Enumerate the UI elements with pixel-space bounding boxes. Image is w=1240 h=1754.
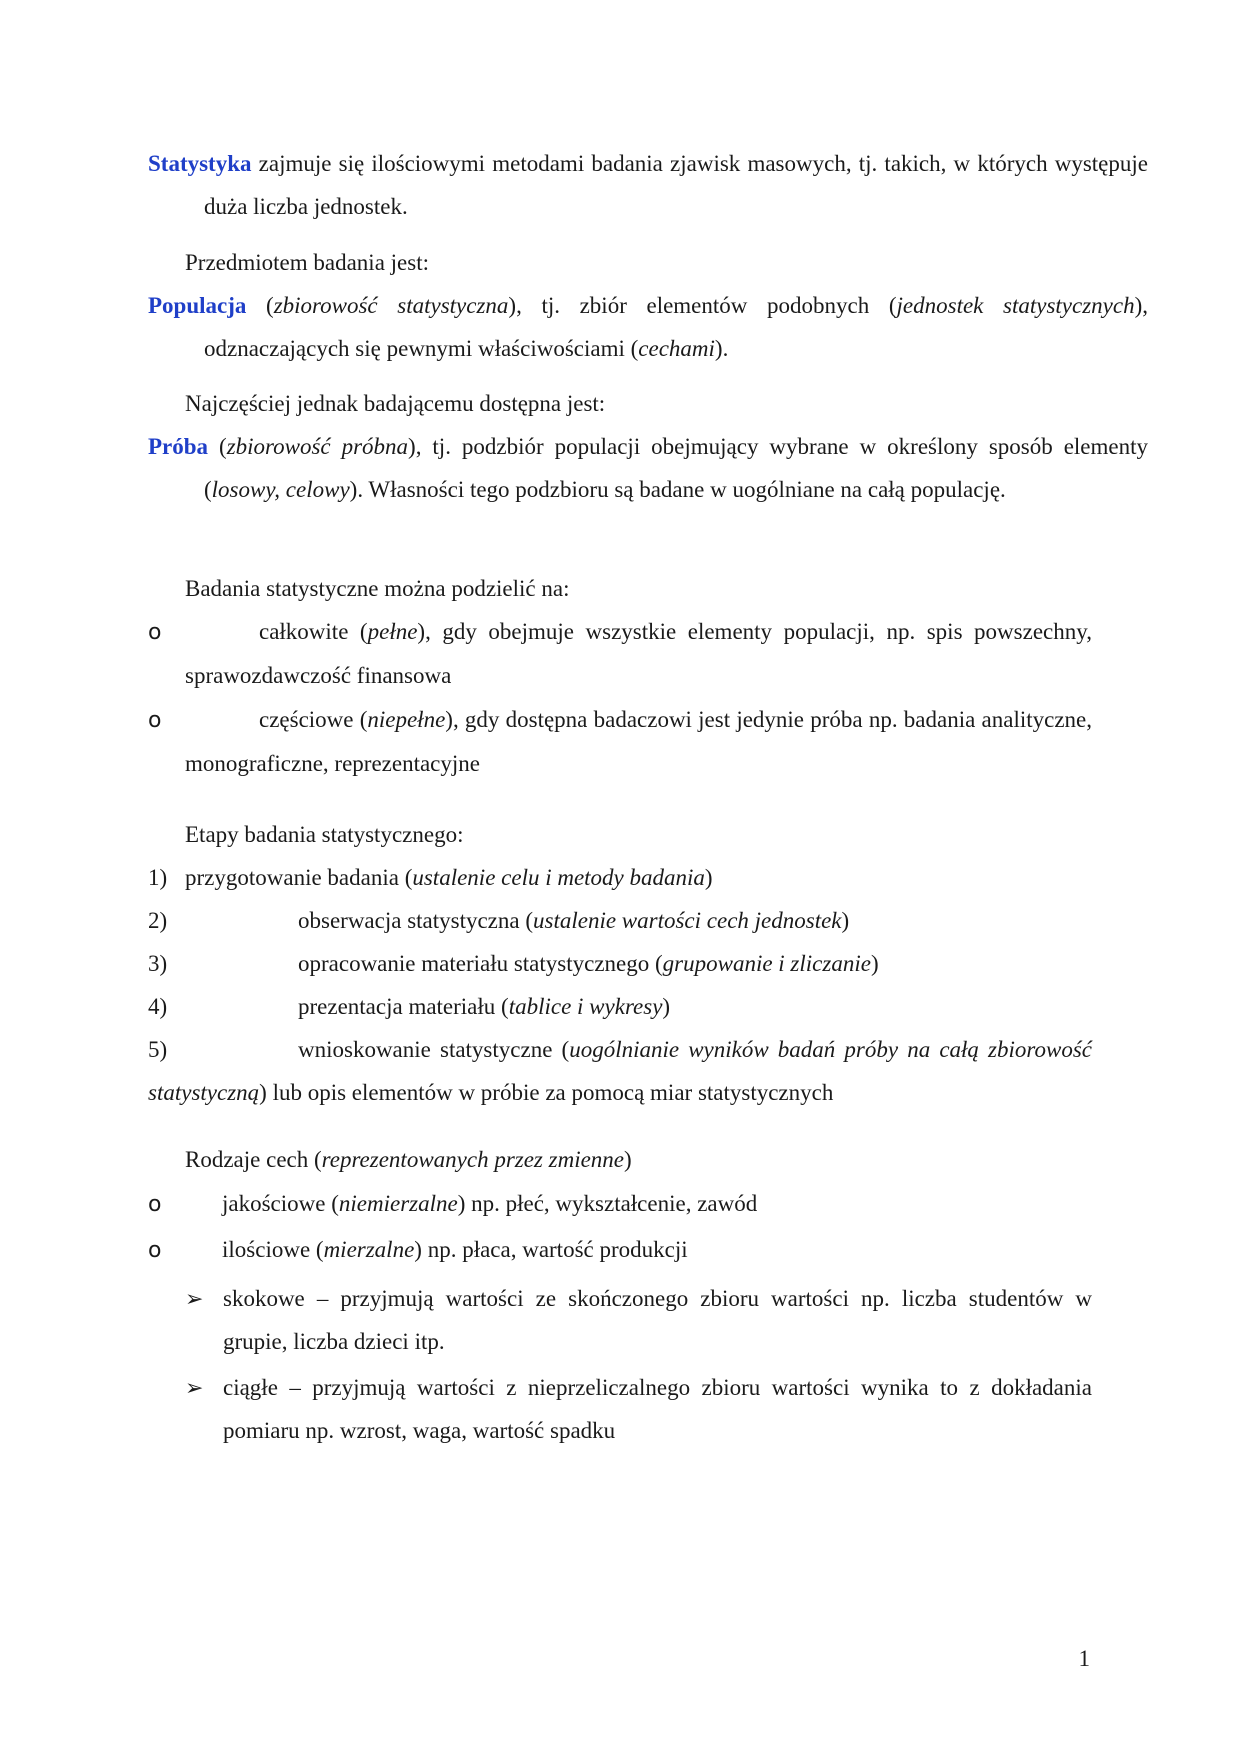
text-fragment: opracowanie materiału statystycznego ( bbox=[298, 951, 663, 976]
italic-fragment: zbiorowość próbna bbox=[226, 434, 409, 459]
stage-text bbox=[148, 1028, 1092, 1114]
stage-number: 1) bbox=[148, 865, 168, 890]
italic-fragment: mierzalne bbox=[323, 1237, 415, 1262]
text-fragment: ), gdy obejmuje wszystkie elementy populacji, np. spis powszechny, sprawozdawczość finansowa bbox=[185, 619, 1092, 688]
text-fragment: jakościowe ( bbox=[222, 1191, 339, 1216]
circle-bullet-icon: o bbox=[148, 620, 162, 645]
lead-badania: Badania statystyczne można podzielić na: bbox=[185, 576, 570, 601]
stage-item-1 bbox=[148, 856, 1092, 899]
stage-text bbox=[185, 899, 1092, 942]
page-number: 1 bbox=[1078, 1646, 1090, 1671]
sub-item-ciagle bbox=[185, 1366, 1092, 1452]
circle-bullet-icon: o bbox=[148, 1192, 162, 1217]
term-statystyka: Statystyka bbox=[148, 151, 252, 176]
text-fragment: ). bbox=[714, 336, 729, 361]
stage-item-4 bbox=[148, 985, 1092, 1028]
text-fragment: prezentacja materiału ( bbox=[298, 994, 509, 1019]
text-fragment: ( bbox=[208, 434, 227, 459]
list-item-ilosciowe bbox=[148, 1228, 1092, 1272]
text-fragment: ) bbox=[624, 1147, 632, 1172]
text-fragment: całkowite ( bbox=[259, 619, 368, 644]
sub-item-text: ciągłe – przyjmują wartości z nieprzeliczalnego zbioru wartości wynika to z dokładania pomiaru np. wzrost, waga, wartość spadku bbox=[223, 1375, 1092, 1443]
text-fragment: ) bbox=[704, 865, 713, 890]
list-item-text bbox=[222, 1182, 1092, 1226]
lead-najczesciej: Najczęściej jednak badającemu dostępna jest: bbox=[185, 391, 606, 416]
sub-item-skokowe bbox=[185, 1277, 1092, 1363]
italic-fragment: pełne bbox=[367, 619, 418, 644]
stage-number: 2) bbox=[148, 908, 168, 933]
stage-text bbox=[185, 985, 1092, 1028]
stage-number: 5) bbox=[148, 1037, 168, 1062]
italic-fragment: reprezentowanych przez zmienne bbox=[321, 1147, 625, 1172]
lead-przedmiotem: Przedmiotem badania jest: bbox=[185, 250, 429, 275]
list-item-text bbox=[185, 610, 1092, 698]
text-fragment: ) bbox=[841, 908, 850, 933]
stage-item-5 bbox=[148, 1028, 1092, 1114]
term-proba: Próba bbox=[148, 434, 209, 459]
lead-etapy: Etapy badania statystycznego: bbox=[185, 822, 464, 847]
list-item-text bbox=[222, 1228, 1092, 1272]
list-item-jakosciowe bbox=[148, 1182, 1092, 1226]
list-item-czesciowe bbox=[148, 698, 1092, 786]
text-fragment: ), tj. podzbiór populacji obejmujący wybrane w określony sposób elementy ( bbox=[204, 434, 1148, 502]
text-fragment: ), tj. zbiór elementów podobnych ( bbox=[508, 293, 897, 318]
italic-fragment: losowy, celowy bbox=[211, 477, 350, 502]
circle-bullet-icon: o bbox=[148, 1238, 162, 1263]
text-fragment: ) bbox=[662, 994, 671, 1019]
italic-fragment: ustalenie wartości cech jednostek bbox=[533, 908, 842, 933]
text-fragment: ( bbox=[246, 293, 274, 318]
text-fragment: ) bbox=[870, 951, 879, 976]
italic-fragment: niepełne bbox=[367, 707, 446, 732]
term-populacja: Populacja bbox=[148, 293, 247, 318]
text-fragment: ) np. płeć, wykształcenie, zawód bbox=[457, 1191, 758, 1216]
text-fragment: ilościowe ( bbox=[222, 1237, 324, 1262]
sub-item-text: skokowe – przyjmują wartości ze skończonego zbioru wartości np. liczba studentów w grupie, liczba dzieci itp. bbox=[223, 1286, 1092, 1354]
list-item-text bbox=[185, 698, 1092, 786]
italic-fragment: grupowanie i zliczanie bbox=[662, 951, 871, 976]
italic-fragment: cechami bbox=[638, 336, 715, 361]
circle-bullet-icon: o bbox=[148, 708, 162, 733]
text-fragment: ), gdy dostępna badaczowi jest jedynie próba np. badania analityczne, monograficzne, reprezentacyjne bbox=[185, 707, 1092, 776]
text-fragment: ), odznaczających się pewnymi właściwościami ( bbox=[204, 293, 1148, 361]
list-item-calkowite bbox=[148, 610, 1092, 698]
stage-text bbox=[185, 942, 1092, 985]
italic-fragment: tablice i wykresy bbox=[508, 994, 663, 1019]
lead-rodzaje bbox=[185, 1138, 632, 1181]
text-fragment: Rodzaje cech ( bbox=[185, 1147, 322, 1172]
text-fragment: wnioskowanie statystyczne ( bbox=[298, 1037, 570, 1062]
text-fragment: przygotowanie badania ( bbox=[185, 865, 413, 890]
stage-number: 3) bbox=[148, 951, 168, 976]
stage-text bbox=[185, 856, 1092, 899]
text-fragment: ) lub opis elementów w próbie za pomocą miar statystycznych bbox=[259, 1080, 834, 1105]
italic-fragment: niemierzalne bbox=[338, 1191, 458, 1216]
stage-number: 4) bbox=[148, 994, 168, 1019]
italic-fragment: jednostek statystycznych bbox=[896, 293, 1135, 318]
text-fragment: ). Własności tego podzbioru są badane w uogólniane na całą populację. bbox=[349, 477, 1006, 502]
text-fragment: częściowe ( bbox=[259, 707, 368, 732]
italic-fragment: zbiorowość statystyczna bbox=[273, 293, 509, 318]
stage-item-2 bbox=[148, 899, 1092, 942]
italic-fragment: ustalenie celu i metody badania bbox=[412, 865, 705, 890]
stage-item-3 bbox=[148, 942, 1092, 985]
text-fragment: obserwacja statystyczna ( bbox=[298, 908, 534, 933]
arrow-bullet-icon: ➢ bbox=[185, 1376, 204, 1401]
text-fragment: ) np. płaca, wartość produkcji bbox=[414, 1237, 688, 1262]
paragraph-text: zajmuje się ilościowymi metodami badania zjawisk masowych, tj. takich, w których występuje duża liczba jednostek. bbox=[204, 151, 1148, 219]
arrow-bullet-icon: ➢ bbox=[185, 1287, 204, 1312]
italic-fragment: uogólnianie wyników badań próby na całą zbiorowość statystyczną bbox=[148, 1037, 1092, 1105]
paragraph-populacja bbox=[148, 284, 1148, 370]
paragraph-proba bbox=[148, 425, 1148, 511]
paragraph-statystyka bbox=[148, 142, 1148, 228]
